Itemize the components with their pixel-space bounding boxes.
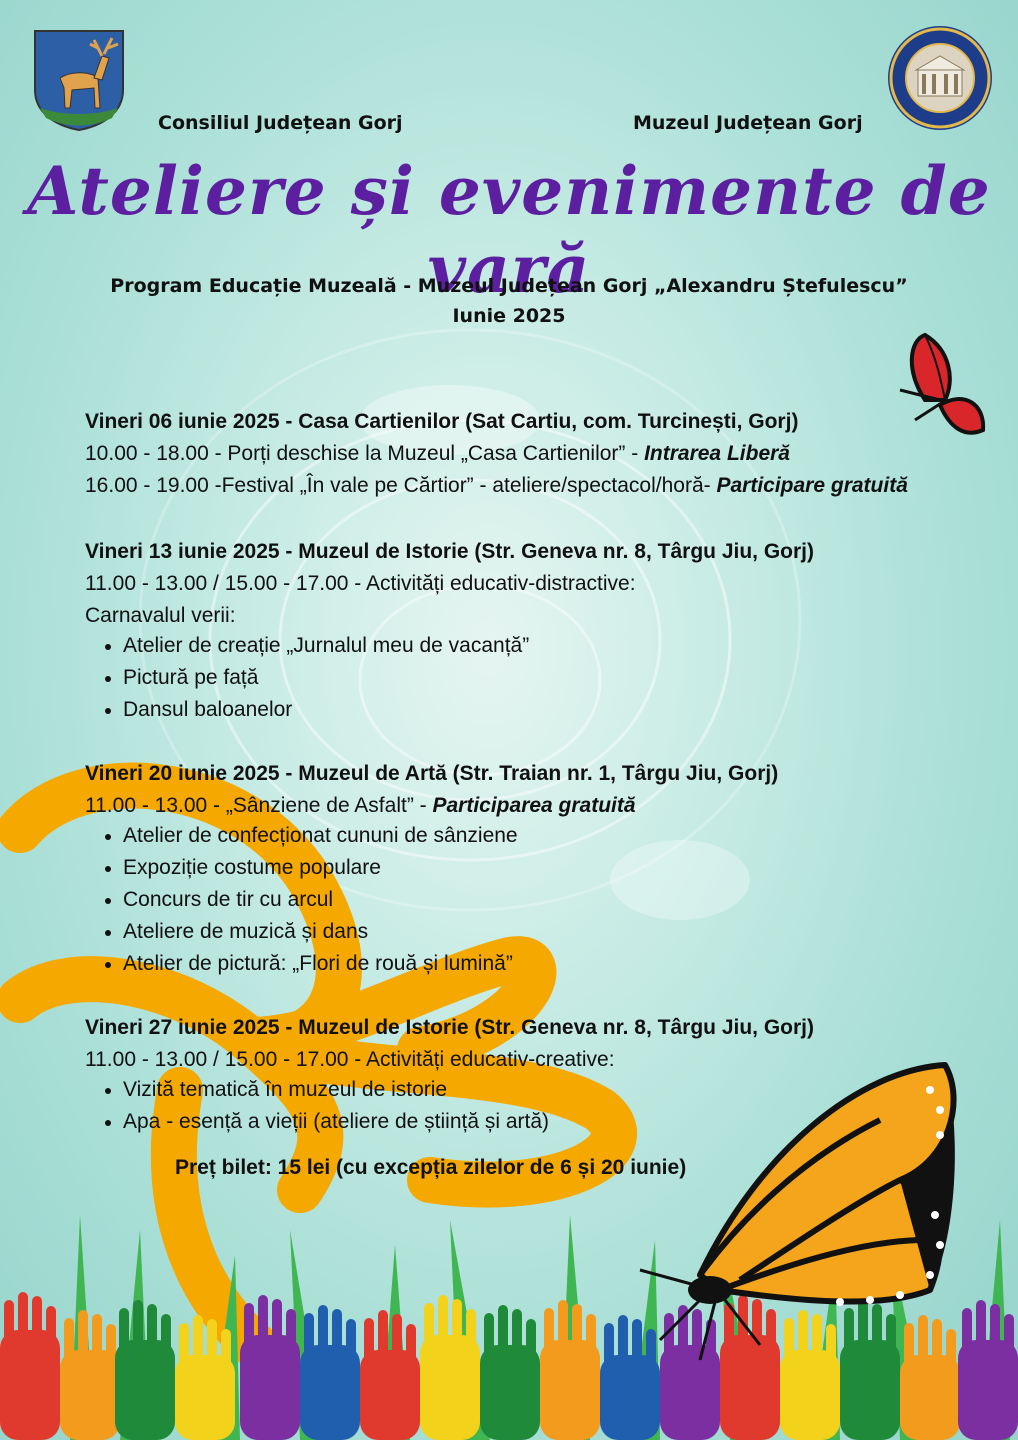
activity-list <box>85 820 778 980</box>
event-heading: Vineri 27 iunie 2025 - Muzeul de Istorie (Str. Geneva nr. 8, Târgu Jiu, Gorj) <box>85 1016 815 1039</box>
event-line: 11.00 - 13.00 / 15.00 - 17.00 - Activități educativ-creative: <box>85 1048 615 1071</box>
event-heading: Vineri 20 iunie 2025 - Muzeul de Artă (Str. Traian nr. 1, Târgu Jiu, Gorj) <box>85 762 779 785</box>
list-item: Ateliere de muzică și dans <box>85 916 778 948</box>
event-line: 16.00 - 19.00 -Festival „În vale pe Cărtior” - ateliere/spectacol/horă- Participare gratuită <box>85 474 908 497</box>
free-participation-note: Participarea gratuită <box>432 794 636 817</box>
event-block-1 <box>85 410 908 498</box>
event-line: 11.00 - 13.00 - „Sânziene de Asfalt” - Participarea gratuită <box>85 794 636 817</box>
event-heading: Vineri 06 iunie 2025 - Casa Cartienilor (Sat Cartiu, com. Turcinești, Gorj) <box>85 410 799 433</box>
list-item: Expoziție costume populare <box>85 852 778 884</box>
free-participation-note: Participare gratuită <box>716 474 908 497</box>
event-line: Carnavalul verii: <box>85 604 236 627</box>
activity-list <box>85 1074 814 1138</box>
county-museum-label: Muzeul Județean Gorj <box>633 112 863 134</box>
event-line: 11.00 - 13.00 / 15.00 - 17.00 - Activități educativ-distractive: <box>85 572 636 595</box>
month-subtitle: Iunie 2025 <box>452 305 566 327</box>
free-entry-note: Intrarea Liberă <box>644 442 790 465</box>
list-item: Atelier de creație „Jurnalul meu de vacanță” <box>85 630 814 662</box>
event-heading: Vineri 13 iunie 2025 - Muzeul de Istorie (Str. Geneva nr. 8, Târgu Jiu, Gorj) <box>85 540 815 563</box>
page-title: Ateliere și evenimente de vară <box>27 152 991 308</box>
list-item: Apa - esență a vieții (ateliere de știință și artă) <box>85 1106 814 1138</box>
coat-of-arms-deer-icon <box>32 28 126 132</box>
event-line: 10.00 - 18.00 - Porți deschise la Muzeul „Casa Cartienilor” - Intrarea Liberă <box>85 442 790 465</box>
list-item: Concurs de tir cu arcul <box>85 884 778 916</box>
red-butterfly-icon <box>895 330 995 445</box>
museum-seal-icon <box>886 24 994 132</box>
event-block-4 <box>85 1016 814 1138</box>
list-item: Pictură pe față <box>85 662 814 694</box>
event-block-2 <box>85 540 814 726</box>
county-council-label: Consiliul Județean Gorj <box>158 112 403 134</box>
list-item: Atelier de confecționat cununi de sânziene <box>85 820 778 852</box>
activity-list <box>85 630 814 726</box>
program-subtitle: Program Educație Muzeală - Muzeul Județean Gorj „Alexandru Ștefulescu” <box>110 275 908 297</box>
list-item: Atelier de pictură: „Flori de rouă și lumină” <box>85 948 778 980</box>
event-block-3 <box>85 762 778 980</box>
list-item: Vizită tematică în muzeul de istorie <box>85 1074 814 1106</box>
list-item: Dansul baloanelor <box>85 694 814 726</box>
ticket-price-note: Preț bilet: 15 lei (cu excepția zilelor de 6 și 20 iunie) <box>175 1156 687 1179</box>
